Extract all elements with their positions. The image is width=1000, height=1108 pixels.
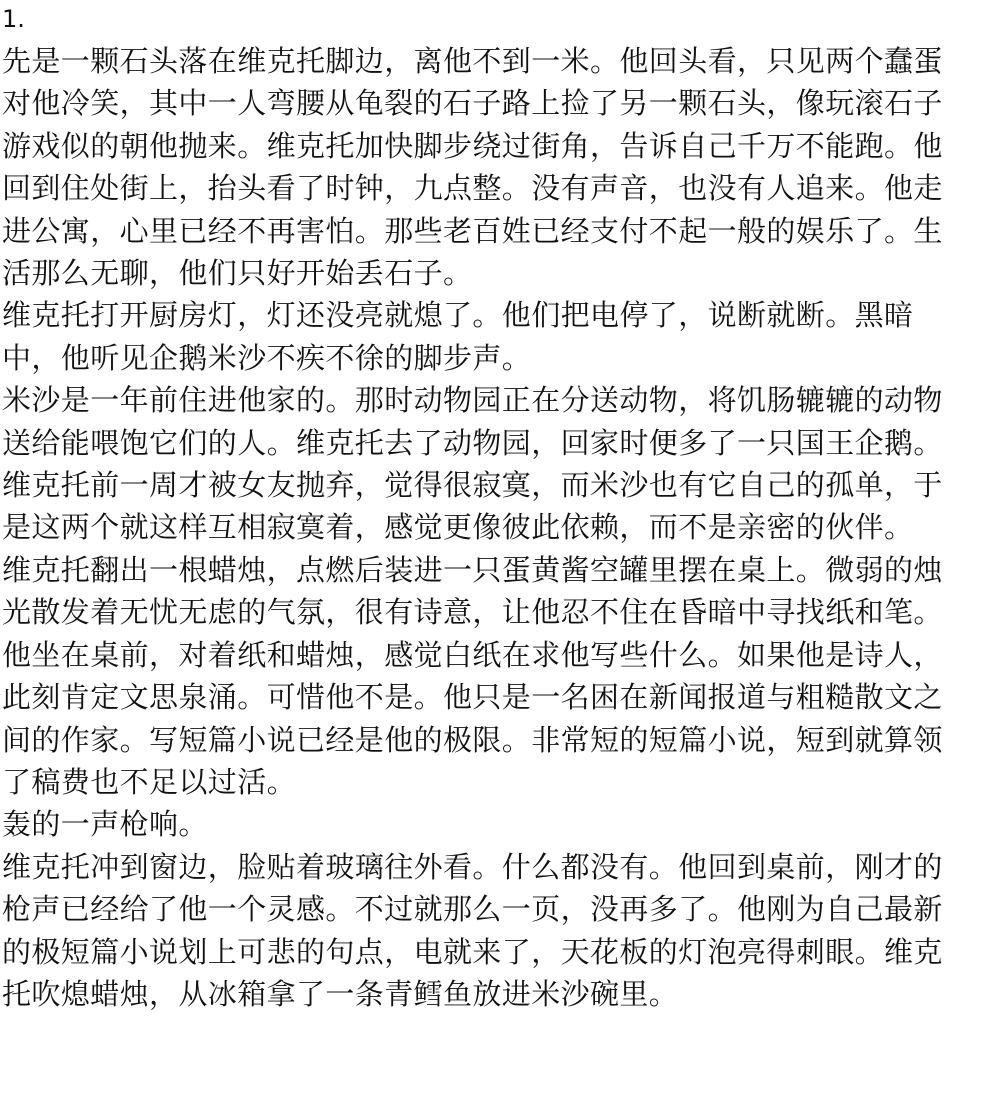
section-number: 1. [2,5,25,33]
paragraph-gunshot: 轰的一声枪响。 [2,807,208,842]
paragraph-power-outage: 维克托打开厨房灯，灯还没亮就熄了。他们把电停了，说断就断。黑暗中，他听见企鹅米沙不疾不徐的脚步声。 [2,298,914,375]
paragraph-stone-throwing: 先是一颗石头落在维克托脚边，离他不到一米。他回头看，只见两个蠢蛋对他冷笑，其中一人弯腰从龟裂的石子路上捡了另一颗石头，像玩滚石子游戏似的朝他抛来。维克托加快脚步绕过街角，告诉自己千万不能跑。他回到住处街上，抬头看了时钟，九点整。没有声音，也没有人追来。他走进公寓，心里已经不再害怕。那些老百姓已经支付不起一般的娱乐了。生活那么无聊，他们只好开始丢石子。 [2,44,943,291]
paragraph-misha-penguin: 米沙是一年前住进他家的。那时动物园正在分送动物，将饥肠辘辘的动物送给能喂饱它们的人。维克托去了动物园，回家时便多了一只国王企鹅。维克托前一周才被女友抛弃，觉得很寂寞，而米沙也有它自己的孤单，于是这两个就这样互相寂寞着，感觉更像彼此依赖，而不是亲密的伙伴。 [2,383,943,545]
paragraph-candle-writing: 维克托翻出一根蜡烛，点燃后装进一只蛋黄酱空罐里摆在桌上。微弱的烛光散发着无忧无虑的气氛，很有诗意，让他忍不住在昏暗中寻找纸和笔。他坐在桌前，对着纸和蜡烛，感觉白纸在求他写些什么。如果他是诗人，此刻肯定文思泉涌。可惜他不是。他只是一名困在新闻报道与粗糙散文之间的作家。写短篇小说已经是他的极限。非常短的短篇小说，短到就算领了稿费也不足以过活。 [2,552,943,799]
story-text [2,40,962,1015]
paragraph-window-inspiration: 维克托冲到窗边，脸贴着玻璃往外看。什么都没有。他回到桌前，刚才的枪声已经给了他一个灵感。不过就那么一页，没再多了。他刚为自己最新的极短篇小说划上可悲的句点，电就来了，天花板的灯泡亮得刺眼。维克托吹熄蜡烛，从冰箱拿了一条青鳕鱼放进米沙碗里。 [2,849,943,1011]
